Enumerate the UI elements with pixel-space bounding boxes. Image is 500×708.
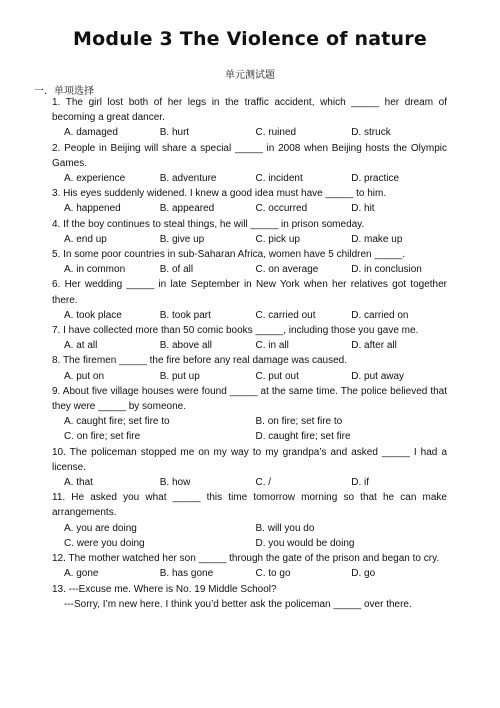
option-c: C. in all [255,340,289,352]
option-d: D. hit [351,203,375,215]
option-b: B. took part [159,309,211,321]
question-6 [52,277,447,323]
option-a: A. gone [64,568,99,580]
option-a: A. happened [64,203,121,215]
question-stem: 10. The policeman stopped me on my way to my grandpa’s and asked _____ I had a license. [52,446,447,473]
option-d: D. if [351,477,370,489]
option-row [52,566,447,581]
option-a: A. at all [64,340,98,352]
question-3 [52,186,447,216]
question-1 [52,95,447,141]
option-row [52,475,447,490]
option-d: D. make up [351,233,403,245]
option-c: C. carried out [255,309,316,321]
option-d: D. after all [351,340,397,352]
option-row [52,262,447,277]
option-c: C. incident [255,173,303,185]
option-a: A. end up [64,233,107,245]
option-a: A. took place [64,309,122,321]
option-a: A. you are doing [64,522,137,534]
option-b: B. appeared [159,203,215,215]
option-d: D. go [351,568,376,580]
option-row [52,125,447,140]
option-c: C. to go [255,568,291,580]
question-stem: 13. ---Excuse me. Where is No. 19 Middle School? [52,583,277,595]
option-b: B. above all [159,340,213,352]
option-row [52,369,447,384]
question-stem: 8. The firemen _____ the fire before any real damage was caused. [52,355,347,367]
option-a: A. experience [64,173,126,185]
option-row [52,429,447,444]
question-stem: 2. People in Beijing will share a special _____ in 2008 when Beijing hosts the Olympic Games. [52,142,447,169]
option-d: D. put away [351,370,405,382]
question-stem: 11. He asked you what _____ this time tomorrow morning so that he can make arrangements. [52,492,447,519]
option-b: B. put up [159,370,200,382]
option-row [52,171,447,186]
option-b: B. on fire; set fire to [255,416,343,428]
question-8 [52,353,447,383]
option-c: C. / [255,477,272,489]
option-c: C. on fire; set fire [64,431,141,443]
question-stem: 1. The girl lost both of her legs in the traffic accident, which _____ her dream of becoming a great dancer. [52,97,447,124]
option-b: B. hurt [159,127,190,139]
question-2 [52,141,447,187]
question-stem: 3. His eyes suddenly widened. I knew a good idea must have _____ to him. [52,188,387,200]
option-c: C. occurred [255,203,308,215]
option-row [52,521,447,536]
question-13 [52,582,447,612]
question-stem: 12. The mother watched her son _____ through the gate of the prison and began to cry. [52,553,440,565]
question-4 [52,217,447,247]
option-c: C. pick up [255,233,300,245]
option-c: C. on average [255,264,319,276]
page-subtitle: 单元测试题 [225,70,275,81]
option-row [52,536,447,551]
question-11 [52,490,447,551]
option-a: A. in common [64,264,126,276]
option-row [52,232,447,247]
question-10 [52,445,447,491]
option-b: B. will you do [255,522,315,534]
option-row [52,201,447,216]
option-d: D. you would be doing [255,537,355,549]
question-5 [52,247,447,277]
question-stem: 5. In some poor countries in sub-Saharan Africa, women have 5 children _____. [52,249,405,261]
option-d: D. practice [351,173,400,185]
option-row [52,308,447,323]
question-9 [52,384,447,445]
option-d: D. carried on [351,309,409,321]
option-row [52,338,447,353]
dialogue-reply: ---Sorry, I’m new here. I think you’d better ask the policeman _____ over there. [64,598,412,610]
option-d: D. struck [351,127,391,139]
section-heading: 一．单项选择 [34,86,94,97]
question-12 [52,551,447,581]
question-list [52,95,447,612]
question-stem: 6. Her wedding _____ in late September in New York when her relatives got together there. [52,279,447,306]
option-a: A. put on [64,370,105,382]
option-b: B. has gone [159,568,214,580]
option-a: A. that [64,477,93,489]
question-7 [52,323,447,353]
option-b: B. adventure [159,173,217,185]
option-d: D. in conclusion [351,264,422,276]
option-c: C. were you doing [64,537,145,549]
option-c: C. put out [255,370,299,382]
option-b: B. how [159,477,191,489]
question-stem: 4. If the boy continues to steal things, he will _____ in prison someday. [52,218,365,230]
option-b: B. give up [159,233,205,245]
option-a: A. caught fire; set fire to [64,416,170,428]
question-stem: 9. About five village houses were found _____ at the same time. The police believed that they were _____ by someone. [52,385,447,413]
option-c: C. ruined [255,127,297,139]
option-d: D. caught fire; set fire [255,431,351,443]
option-a: A. damaged [64,127,118,139]
option-b: B. of all [159,264,194,276]
option-row [52,414,447,429]
page-title: Module 3 The Violence of nature [73,28,427,50]
question-stem: 7. I have collected more than 50 comic books _____, including those you gave me. [52,325,419,337]
